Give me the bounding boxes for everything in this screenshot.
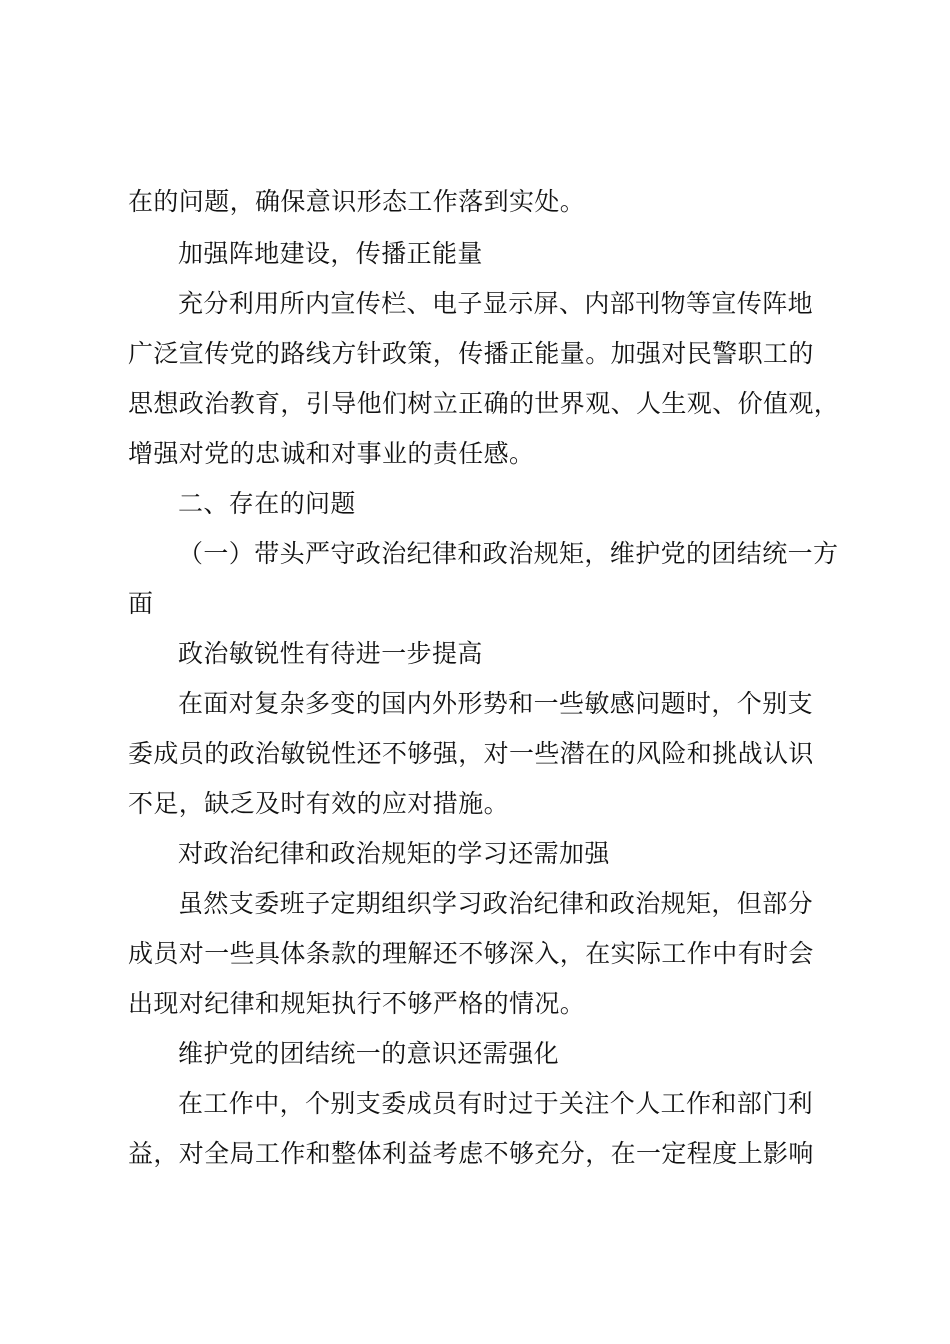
subsection-heading: （一）带头严守政治纪律和政治规矩，维护党的团结统一方 — [178, 539, 839, 568]
subsection-heading-continued: 面 — [128, 589, 154, 618]
section-heading: 二、存在的问题 — [178, 489, 356, 518]
subheading: 政治敏锐性有待进一步提高 — [178, 639, 483, 668]
paragraph-line: 增强对党的忠诚和对事业的责任感。 — [128, 439, 535, 468]
subheading: 加强阵地建设，传播正能量 — [178, 239, 483, 268]
paragraph-line: 委成员的政治敏锐性还不够强，对一些潜在的风险和挑战认识 — [128, 739, 814, 768]
paragraph-line: 广泛宣传党的路线方针政策，传播正能量。加强对民警职工的 — [128, 339, 814, 368]
paragraph-line: 出现对纪律和规矩执行不够严格的情况。 — [128, 989, 586, 1018]
paragraph-line: 成员对一些具体条款的理解还不够深入，在实际工作中有时会 — [128, 939, 814, 968]
paragraph-line: 充分利用所内宣传栏、电子显示屏、内部刊物等宣传阵地 — [178, 289, 814, 318]
paragraph-line: 在面对复杂多变的国内外形势和一些敏感问题时，个别支 — [178, 689, 814, 718]
paragraph-line: 在的问题，确保意识形态工作落到实处。 — [128, 187, 586, 216]
paragraph-line: 不足，缺乏及时有效的应对措施。 — [128, 789, 510, 818]
paragraph-line: 在工作中，个别支委成员有时过于关注个人工作和部门利 — [178, 1089, 814, 1118]
paragraph-line: 虽然支委班子定期组织学习政治纪律和政治规矩，但部分 — [178, 889, 814, 918]
subheading: 对政治纪律和政治规矩的学习还需加强 — [178, 839, 610, 868]
subheading: 维护党的团结统一的意识还需强化 — [178, 1039, 560, 1068]
paragraph-line: 思想政治教育，引导他们树立正确的世界观、人生观、价值观， — [128, 389, 840, 418]
paragraph-line: 益，对全局工作和整体利益考虑不够充分，在一定程度上影响 — [128, 1139, 814, 1168]
